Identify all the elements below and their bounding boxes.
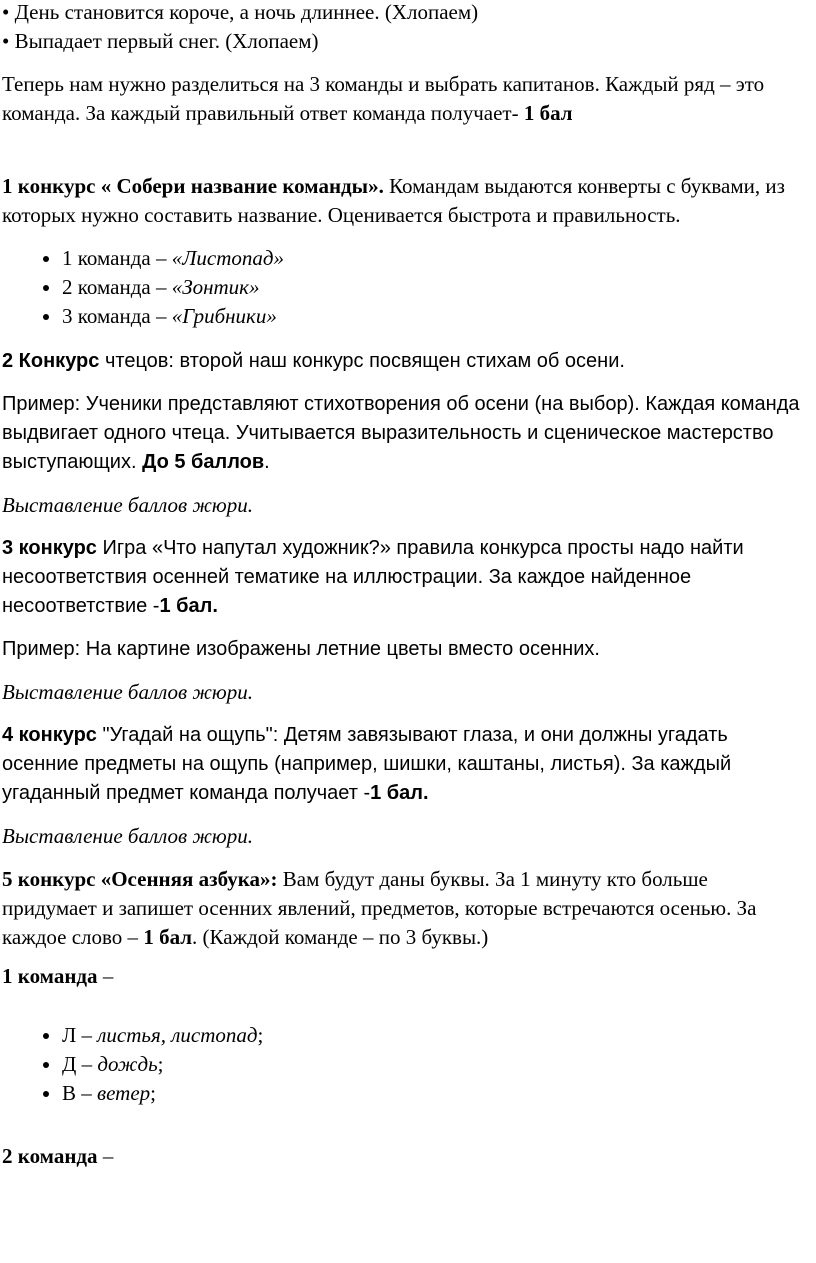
end: ; (150, 1081, 157, 1105)
intro-line-1: • День становится короче, а ночь длиннее. (Хлопаем) (2, 0, 479, 24)
contest2-paragraph (2, 347, 806, 376)
contest5-team2-heading (2, 1142, 806, 1171)
contest2-example (2, 390, 806, 477)
contest2-example-bold: До 5 баллов (142, 451, 265, 473)
words: дождь (97, 1052, 158, 1076)
letter: Д – (62, 1052, 98, 1076)
intro-line-2: • Выпадает первый снег. (Хлопаем) (2, 29, 319, 53)
list-item (62, 273, 806, 302)
team-prefix: 2 команда – (62, 275, 172, 299)
jury-note: Выставление баллов жюри. (2, 493, 253, 517)
team-prefix: 1 команда – (62, 246, 172, 270)
contest4-paragraph (2, 721, 806, 808)
end: ; (157, 1052, 164, 1076)
contest1-paragraph (2, 172, 806, 230)
contest5-bold-mid: 1 бал (143, 925, 193, 949)
contest4-jury (2, 822, 806, 851)
list-item (62, 244, 806, 273)
contest1-team-list (2, 244, 806, 331)
contest1-title: 1 конкурс « Собери название команды». (2, 174, 384, 198)
team2-dash: – (97, 1144, 114, 1168)
contest5-text: Вам будут даны буквы. За 1 минуту кто больше придумает и запишет осенних явлений, предметов, которые встречаются осенью. За каждое слово – (2, 867, 757, 949)
contest2-text: чтецов: второй наш конкурс посвящен стихам об осени. (99, 350, 625, 372)
contest5-title: 5 конкурс «Осенняя азбука»: (2, 867, 278, 891)
contest2-title: 2 Конкурс (2, 350, 100, 372)
list-item (62, 1079, 806, 1108)
team-name: «Грибники» (171, 304, 277, 328)
team1-dash: – (97, 964, 114, 988)
team-name: «Зонтик» (171, 275, 260, 299)
list-item (62, 1021, 806, 1050)
end: ; (257, 1023, 264, 1047)
team2-label: 2 команда (2, 1144, 98, 1168)
letter: В – (62, 1081, 98, 1105)
contest3-title: 3 конкурс (2, 537, 97, 559)
contest4-title: 4 конкурс (2, 724, 97, 746)
contest4-text: "Угадай на ощупь": Детям завязывают глаза, и они должны угадать осенние предметы на ощупь (например, шишки, каштаны, листья). За каждый угаданный предмет команда получает - (2, 724, 732, 804)
jury-note: Выставление баллов жюри. (2, 824, 253, 848)
list-item (62, 1050, 806, 1079)
team-prefix: 3 команда – (62, 304, 172, 328)
jury-note: Выставление баллов жюри. (2, 680, 253, 704)
contest5-team1-heading (2, 962, 806, 991)
contest5-text-end: . (Каждой команде – по 3 буквы.) (192, 925, 489, 949)
contest2-jury (2, 491, 806, 520)
intro-teams-bold: 1 бал (523, 101, 573, 125)
contest2-example-end: . (264, 451, 270, 473)
words: ветер (97, 1081, 151, 1105)
contest4-bold-end: 1 бал. (370, 782, 429, 804)
contest3-example: Пример: На картине изображены летние цветы вместо осенних. (2, 638, 600, 660)
contest3-bold-end: 1 бал. (159, 595, 218, 617)
contest3-paragraph (2, 534, 806, 621)
team-name: «Листопад» (171, 246, 285, 270)
contest3-text: Игра «Что напутал художник?» правила конкурса просты надо найти несоответствия осенней тематике на иллюстрации. За каждое найденное несоответствие - (2, 537, 744, 617)
words: листья, листопад (97, 1023, 258, 1047)
letter: Л – (62, 1023, 98, 1047)
contest5-team1-letters (2, 1021, 806, 1108)
list-item (62, 302, 806, 331)
contest1-text: Командам выдаются конверты с буквами, из которых нужно составить название. Оценивается быстрота и правильность. (2, 174, 785, 227)
contest2-example-text: Пример: Ученики представляют стихотворения об осени (на выбор). Каждая команда выдвигает одного чтеца. Учитывается выразительность и сценическое мастерство выступающих. (2, 393, 800, 473)
contest5-paragraph (2, 865, 806, 952)
contest3-jury (2, 678, 806, 707)
intro-teams-text: Теперь нам нужно разделиться на 3 команды и выбрать капитанов. Каждый ряд – это команда. За каждый правильный ответ команда получает- (2, 72, 765, 125)
intro-teams-paragraph (2, 70, 806, 128)
team1-label: 1 команда (2, 964, 98, 988)
